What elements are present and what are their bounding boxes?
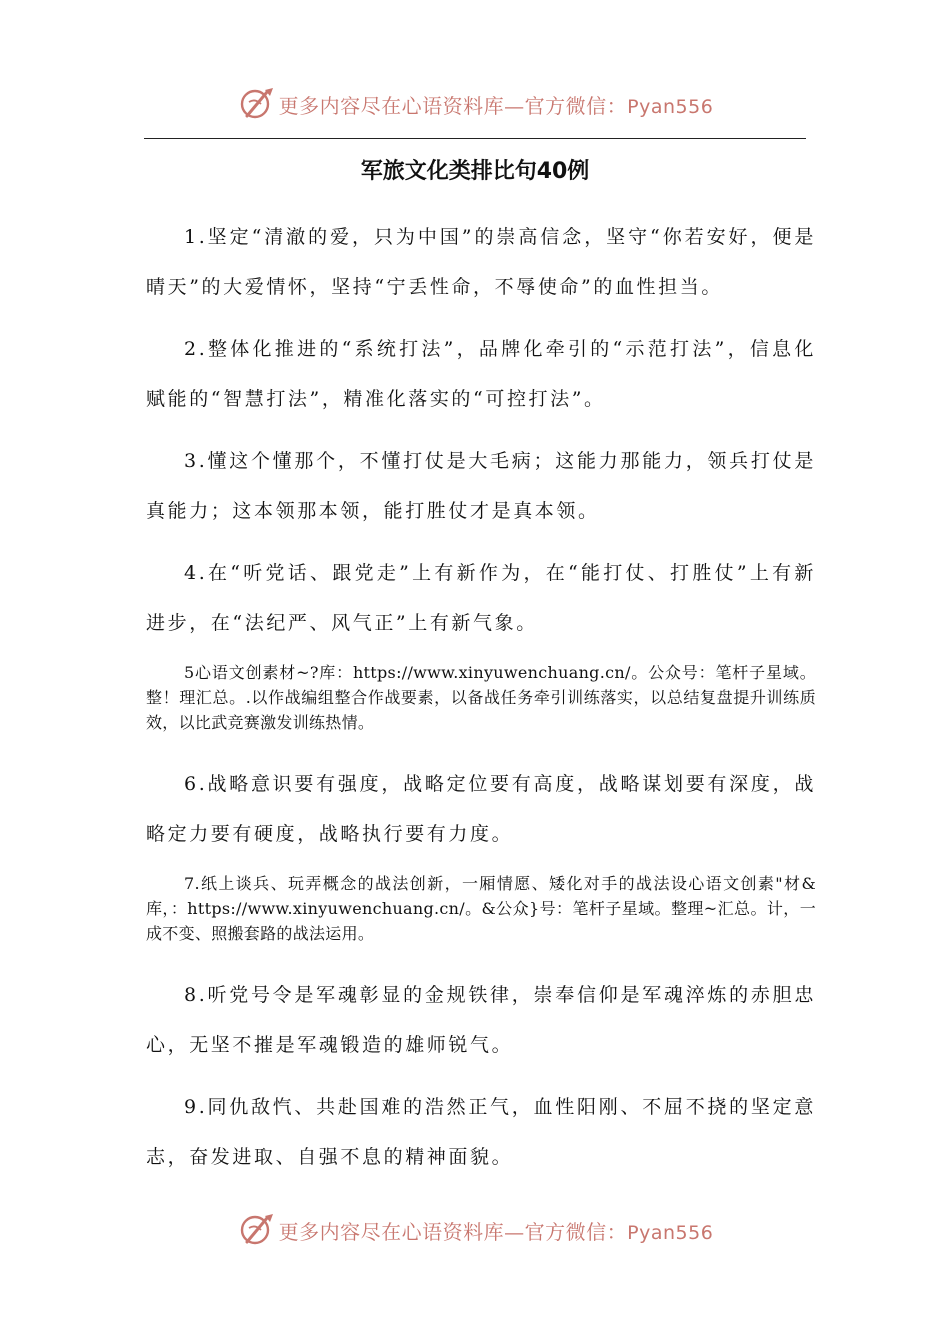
pen-logo-icon (237, 1210, 277, 1250)
paragraph-7: 7.纸上谈兵、玩弄概念的战法创新，一厢情愿、矮化对手的战法设心语文创素"材&库，：https://www.xinyuwenchuang.cn/。&公众}号：笔杆子星域。整理~汇总。计，一成不变、照搬套路的战法运用。 (146, 874, 816, 943)
paragraph-9: 9.同仇敌忾、共赴国难的浩然正气，血性阳刚、不屈不挠的坚定意志，奋发进取、自强不息的精神面貌。 (146, 1096, 816, 1168)
paragraph-4: 4.在“听党话、跟党走”上有新作为，在“能打仗、打胜仗”上有新进步，在“法纪严、风气正”上有新气象。 (146, 562, 816, 634)
footer-banner (0, 1210, 950, 1250)
banner-text: 更多内容尽在心语资料库—官方微信：Pyan556 (278, 1219, 714, 1244)
paragraph-3: 3.懂这个懂那个，不懂打仗是大毛病；这能力那能力，领兵打仗是真能力；这本领那本领，能打胜仗才是真本领。 (146, 450, 816, 522)
paragraph-1: 1.坚定“清澈的爱，只为中国”的崇高信念，坚守“你若安好，便是晴天”的大爱情怀，坚持“宁丢性命，不辱使命”的血性担当。 (146, 226, 816, 298)
banner-wechat-handle: Pyan556 (627, 1221, 714, 1244)
banner-text: 更多内容尽在心语资料库—官方微信：Pyan556 (278, 93, 714, 118)
header-banner (0, 84, 950, 124)
document-title: 军旅文化类排比句40例 (360, 159, 590, 184)
document-body (146, 212, 816, 1194)
pen-logo-icon (237, 84, 277, 124)
header-divider (144, 138, 806, 139)
paragraph-2: 2.整体化推进的“系统打法”，品牌化牵引的“示范打法”，信息化赋能的“智慧打法”，精准化落实的“可控打法”。 (146, 338, 816, 410)
paragraph-8: 8.听党号令是军魂彰显的金规铁律，崇奉信仰是军魂淬炼的赤胆忠心，无坚不摧是军魂锻造的雄师锐气。 (146, 984, 816, 1056)
paragraph-5: 5心语文创素材~?库：https://www.xinyuwenchuang.cn/。公众号：笔杆子星域。整！理汇总。.以作战编组整合作战要素，以备战任务牵引训练落实，以总结复盘提升训练质效，以比武竞赛激发训练热情。 (146, 663, 816, 732)
banner-wechat-handle: Pyan556 (627, 95, 714, 118)
paragraph-6: 6.战略意识要有强度，战略定位要有高度，战略谋划要有深度，战略定力要有硬度，战略执行要有力度。 (146, 773, 816, 845)
